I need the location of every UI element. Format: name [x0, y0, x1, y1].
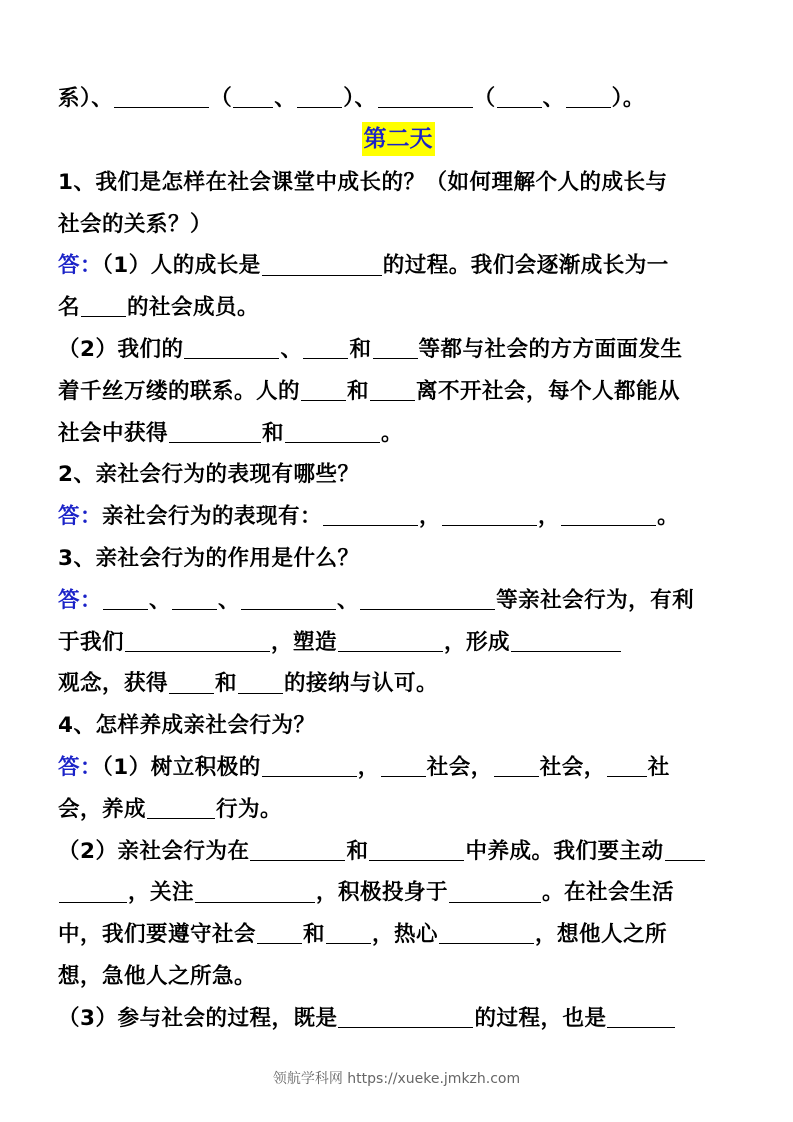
text-line: （2）亲社会行为在 和 中养成。我们要主动 — [58, 831, 738, 873]
document-body — [58, 78, 738, 1040]
answer-blank[interactable] — [303, 335, 348, 360]
answer-blank[interactable] — [238, 669, 283, 694]
answer-blank[interactable] — [172, 585, 217, 610]
text-line: （3）参与社会的过程，既是 的过程，也是 — [58, 998, 738, 1040]
question-1: 1、我们是怎样在社会课堂中成长的？（如何理解个人的成长与 — [58, 169, 668, 195]
answer-blank[interactable] — [297, 84, 342, 109]
answer-blank[interactable] — [338, 627, 443, 652]
answer-blank[interactable] — [184, 335, 279, 360]
answer-blank[interactable] — [360, 585, 495, 610]
answer-blank[interactable] — [250, 836, 345, 861]
answer-2: 答：亲社会行为的表现有： ， ， 。 — [58, 496, 738, 538]
answer-blank[interactable] — [439, 920, 534, 945]
answer-blank[interactable] — [59, 878, 127, 903]
section-title-row — [58, 120, 738, 162]
answer-blank[interactable] — [497, 84, 542, 109]
text-line: ，关注 ，积极投身于 。在社会生活 — [58, 872, 738, 914]
answer-blank[interactable] — [241, 585, 336, 610]
question-1-cont: 社会的关系？） — [58, 211, 213, 237]
answer-blank[interactable] — [147, 794, 215, 819]
answer-blank[interactable] — [262, 251, 382, 276]
answer-blank[interactable] — [378, 84, 473, 109]
text-line: （2）我们的 、 和 等都与社会的方方面面发生 — [58, 329, 738, 371]
answer-1: 答：（1）人的成长是 的过程。我们会逐渐成长为一 — [58, 245, 738, 287]
text-line: 于我们 ，塑造 ，形成 — [58, 622, 738, 664]
text-line: 系）、 （ 、 ）、 （ 、 ）。 — [58, 78, 738, 120]
answer-blank[interactable] — [262, 753, 357, 778]
text-line: 社会中获得 和 。 — [58, 413, 738, 455]
text-line: 着千丝万缕的联系。人的 和 离不开社会，每个人都能从 — [58, 371, 738, 413]
answer-blank[interactable] — [607, 753, 647, 778]
question-3: 3、亲社会行为的作用是什么？ — [58, 545, 360, 571]
answer-blank[interactable] — [369, 836, 464, 861]
answer-blank[interactable] — [285, 418, 380, 443]
answer-blank[interactable] — [257, 920, 302, 945]
answer-blank[interactable] — [511, 627, 621, 652]
answer-blank[interactable] — [370, 376, 415, 401]
answer-blank[interactable] — [103, 585, 148, 610]
question-4: 4、怎样养成亲社会行为？ — [58, 713, 316, 739]
answer-blank[interactable] — [665, 836, 705, 861]
answer-blank[interactable] — [114, 84, 209, 109]
section-title: 第二天 — [362, 122, 435, 156]
answer-label: 答： — [58, 754, 103, 780]
answer-label: 答： — [58, 253, 103, 279]
answer-blank[interactable] — [373, 335, 418, 360]
answer-blank[interactable] — [195, 878, 315, 903]
answer-blank[interactable] — [442, 502, 537, 527]
answer-3: 答： 、 、 、 等亲社会行为，有利 — [58, 580, 738, 622]
answer-label: 答： — [58, 587, 103, 613]
answer-blank[interactable] — [125, 627, 270, 652]
answer-blank[interactable] — [449, 878, 541, 903]
text-line: 观念，获得 和 的接纳与认可。 — [58, 663, 738, 705]
answer-blank[interactable] — [338, 1003, 473, 1028]
answer-blank[interactable] — [301, 376, 346, 401]
answer-blank[interactable] — [233, 84, 273, 109]
answer-blank[interactable] — [169, 669, 214, 694]
footer-source: 领航学科网 https://xueke.jmkzh.com — [272, 1071, 521, 1087]
text-line: 会，养成 行为。 — [58, 789, 738, 831]
answer-blank[interactable] — [326, 920, 371, 945]
answer-blank[interactable] — [566, 84, 611, 109]
text-line: 想，急他人之所急。 — [58, 963, 257, 989]
answer-blank[interactable] — [381, 753, 426, 778]
question-2: 2、亲社会行为的表现有哪些？ — [58, 462, 360, 488]
answer-blank[interactable] — [169, 418, 261, 443]
answer-blank[interactable] — [561, 502, 656, 527]
answer-blank[interactable] — [323, 502, 418, 527]
answer-4: 答：（1）树立积极的 ， 社会， 社会， 社 — [58, 747, 738, 789]
answer-blank[interactable] — [81, 293, 126, 318]
answer-blank[interactable] — [494, 753, 539, 778]
answer-label: 答： — [58, 504, 103, 530]
text-line: 名 的社会成员。 — [58, 287, 738, 329]
answer-blank[interactable] — [607, 1003, 675, 1028]
text-line: 中，我们要遵守社会 和 ，热心 ，想他人之所 — [58, 914, 738, 956]
